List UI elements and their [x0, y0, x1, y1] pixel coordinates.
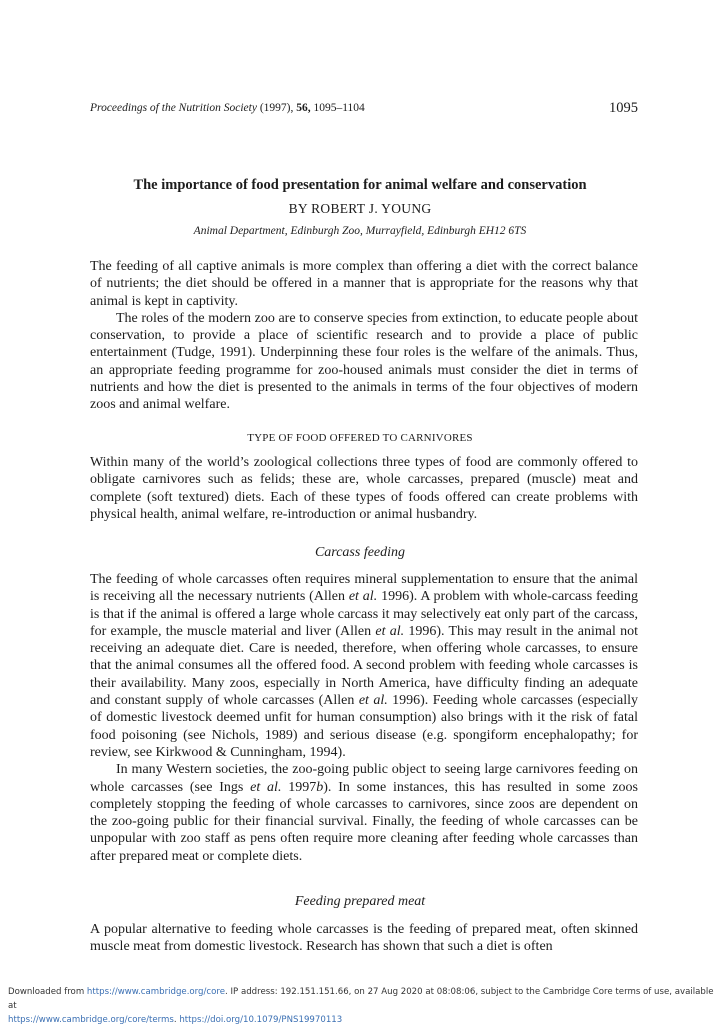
doi-link[interactable]: https://doi.org/10.1079/PNS19970113 [179, 1015, 343, 1025]
footer-access-info: . IP address: 192.151.151.66, on 27 Aug 2020 at 08:08:06, subject to the Cambridge Core terms of use, available at [8, 987, 714, 1011]
carcass-paragraph-1: The feeding of whole carcasses often requires mineral supplementation to ensure that the animal is receiving all the necessary nutrients (Allen et al. 1996). A problem with whole-carcass feeding is that if the animal is offered a large whole carcass it may selectively eat only part of the carcass, for example, the muscle material and liver (Allen et al. 1996). This may result in the animal not receiving an adequate diet. Care is needed, therefore, when offering whole carcasses, to ensure that the animal consumes all the offered food. A second problem with feeding whole carcasses is their availability. Many zoos, especially in North America, have difficulty finding an adequate and constant supply of whole carcasses (Allen et al. 1996). Feeding whole carcasses (especially of domestic livestock deemed unfit for human consumption) also brings with it the risk of fatal food poisoning (see Nichols, 1989) and serious disease (e.g. spongiform encephalopathy; for review, see Kirkwood & Cunningham, 1994). [90, 572, 638, 760]
subheading-carcass-feeding: Carcass feeding [314, 545, 406, 560]
intro-paragraph-2: The roles of the modern zoo are to conserve species from extinction, to educate people about conservation, to provide a place of scientific research and to provide a place of public entertainment (Tudge, 1991). Underpinning these four roles is the welfare of the animals. Thus, an appropriate feeding programme for zoo-housed animals must consider the diet in terms of nutrients and how the diet is presented to the animals in terms of the four objectives of modern zoos and animal welfare. [90, 310, 638, 413]
carcass-paragraph-2: In many Western societies, the zoo-going public object to seeing large carnivores feeding on whole carcasses (see Ings et al. 1997b). In some instances, this has resulted in some zoos completely stopping the feeding of whole carcasses to carnivores, since zoos are dependent on the zoo-going public for their financial survival. Finally, the feeding of whole carcasses can be unpopular with zoo staff as pens often require more cleaning after feeding whole carcasses than after prepared meat or complete diets. [90, 762, 638, 864]
journal-volume: 56, [296, 102, 311, 114]
intro-section [90, 258, 638, 414]
running-header [90, 100, 638, 120]
article-title: The importance of food presentation for animal welfare and conservation [133, 177, 587, 193]
intro-paragraph-1: The feeding of all captive animals is more complex than offering a diet with the correct balance of nutrients; the diet should be offered in a manner that is appropriate for the reasons why that animal is kept in captivity. [90, 259, 638, 309]
subheading-prepared-meat: Feeding prepared meat [294, 894, 426, 909]
footer-downloaded-from: Downloaded from [8, 987, 87, 997]
carnivores-paragraph: Within many of the world’s zoological collections three types of food are commonly offered to obligate carnivores such as felids; these are, whole carcasses, prepared (muscle) meat and complete (soft textured) diets. Each of these types of foods offered can create problems with physical health, animal welfare, re-introduction or animal husbandry. [90, 455, 638, 522]
download-footer [8, 985, 714, 1027]
journal-name: Proceedings of the Nutrition Society [90, 102, 257, 114]
journal-citation [90, 102, 365, 114]
footer-separator: . [173, 1015, 180, 1025]
carnivores-section [90, 454, 638, 523]
section-heading-carnivores: TYPE OF FOOD OFFERED TO CARNIVORES [247, 432, 473, 444]
article-author: BY ROBERT J. YOUNG [288, 201, 432, 216]
core-link[interactable]: https://www.cambridge.org/core [86, 987, 226, 997]
carcass-feeding-section [90, 571, 638, 865]
page-number: 1095 [609, 100, 638, 116]
prepared-meat-section [90, 921, 638, 956]
terms-link[interactable]: https://www.cambridge.org/core/terms [8, 1015, 174, 1025]
journal-year: (1997), [259, 102, 294, 114]
journal-pages: 1095–1104 [313, 102, 365, 114]
author-affiliation: Animal Department, Edinburgh Zoo, Murrayfield, Edinburgh EH12 6TS [193, 225, 527, 237]
prepared-meat-paragraph: A popular alternative to feeding whole carcasses is the feeding of prepared meat, often skinned muscle meat from domestic livestock. Research has shown that such a diet is often [90, 922, 638, 955]
